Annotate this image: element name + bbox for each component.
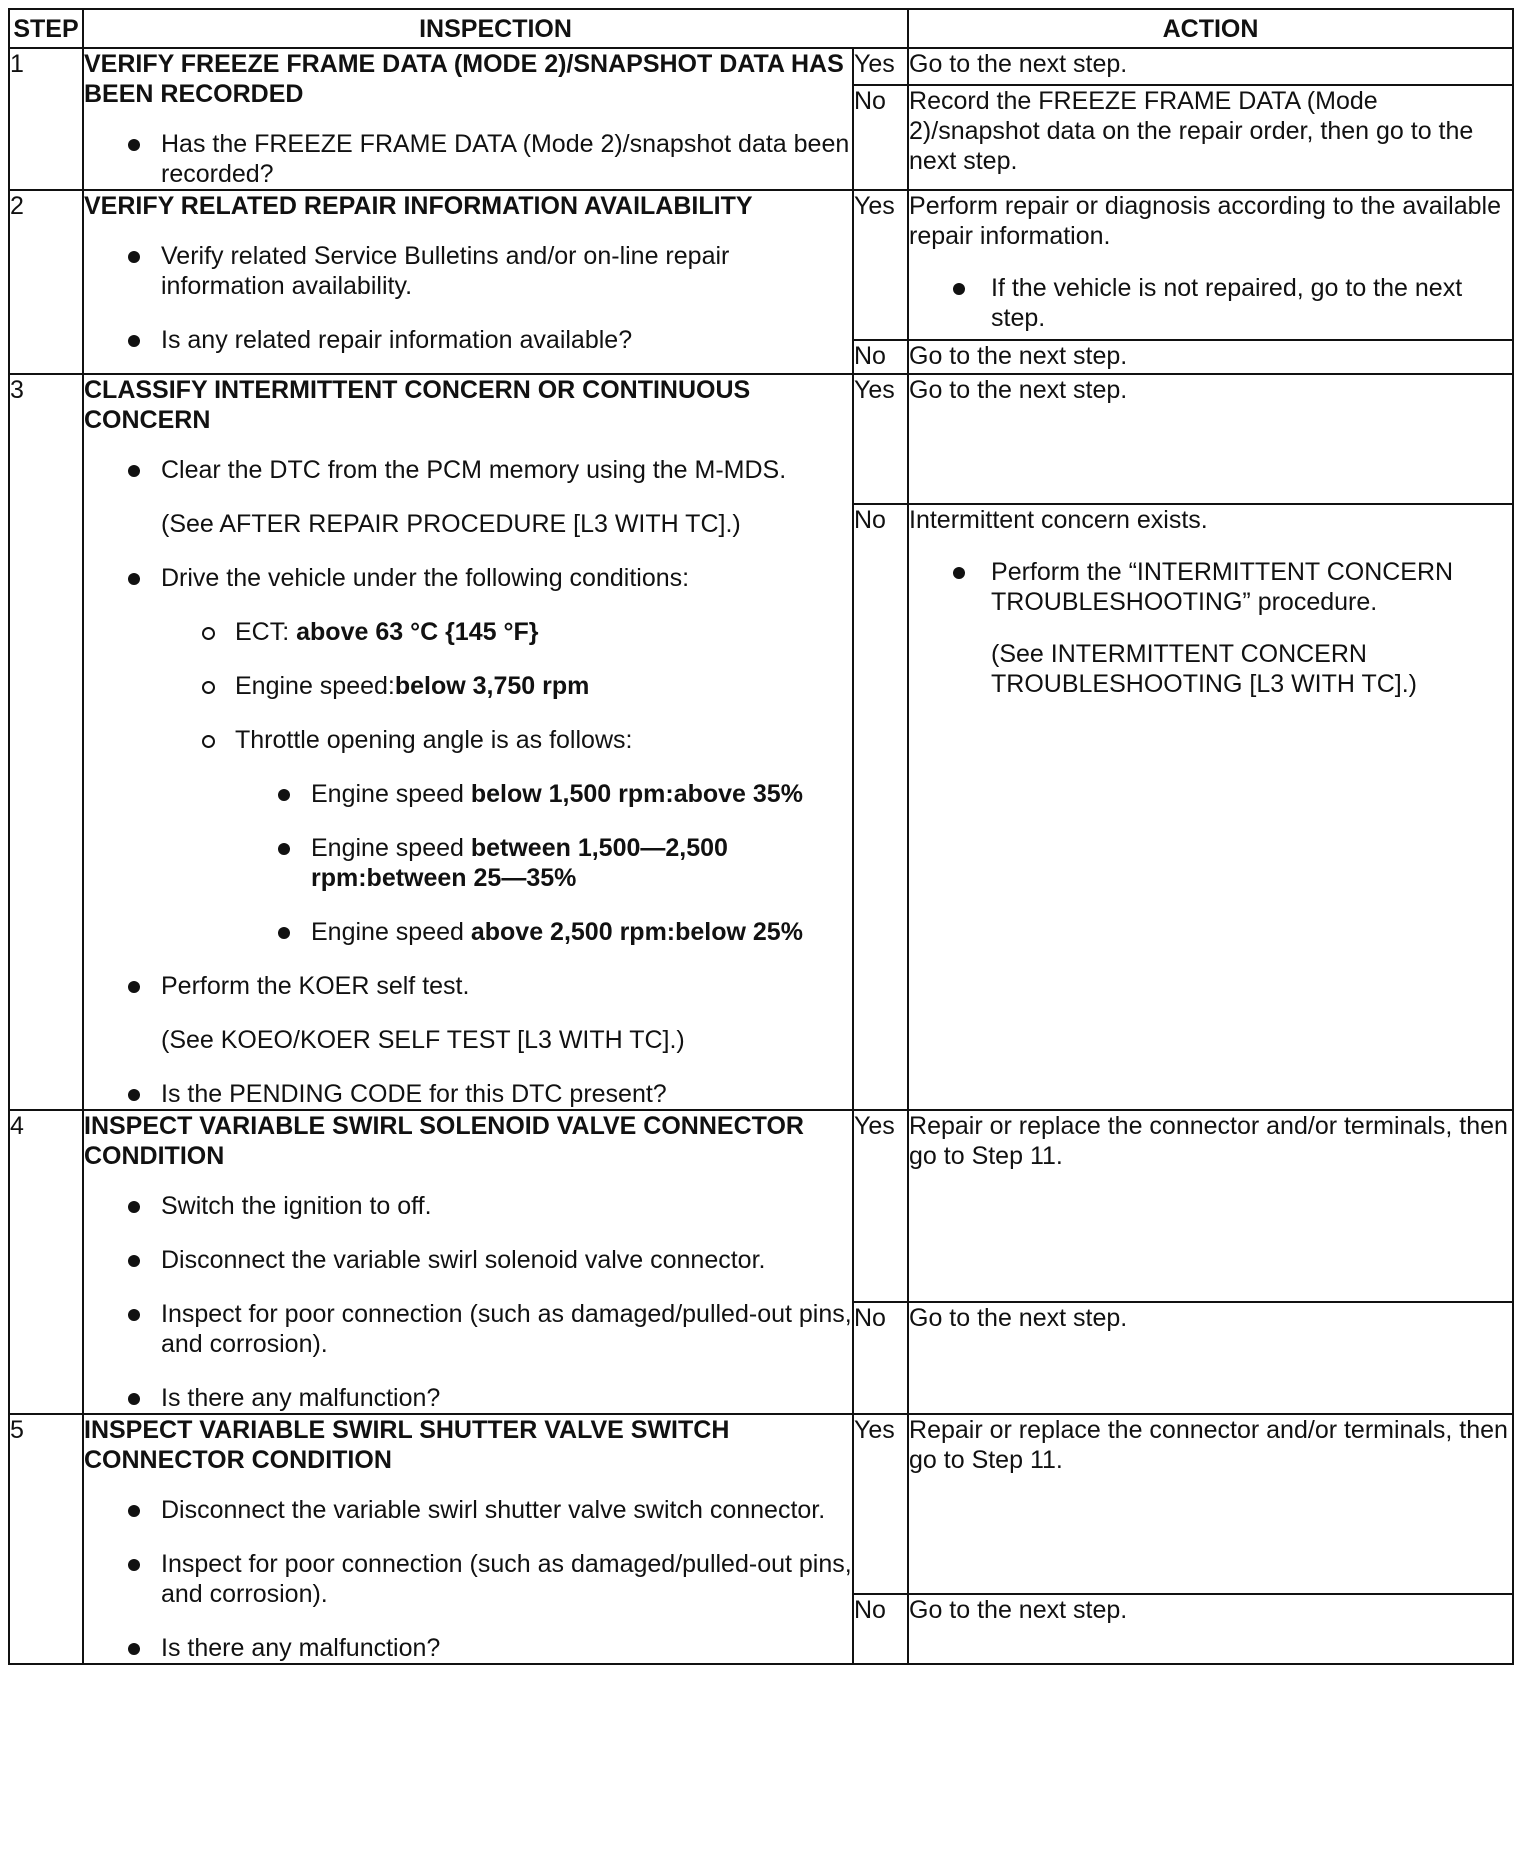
circle-bullet-icon [202, 735, 215, 748]
item-text: Switch the ignition to off. [161, 1192, 432, 1220]
bullet-icon [128, 251, 140, 263]
no-action: Go to the next step. [908, 340, 1513, 374]
list-item [84, 1191, 852, 1221]
step-number: 3 [9, 374, 83, 1110]
list-item [84, 455, 852, 485]
reference-note: (See AFTER REPAIR PROCEDURE [L3 WITH TC].) [161, 510, 741, 538]
sub-list-item [84, 617, 852, 647]
step-number: 2 [9, 190, 83, 374]
inspection-cell [83, 190, 853, 374]
item-value: above 2,500 rpm:below 25% [470, 918, 803, 946]
no-label: No [853, 504, 908, 1110]
list-item [84, 1299, 852, 1359]
inspection-cell [83, 1110, 853, 1414]
step-number: 4 [9, 1110, 83, 1414]
list-item [84, 1245, 852, 1275]
list-item [84, 971, 852, 1001]
action-bullet [909, 273, 1512, 333]
bullet-icon [128, 1643, 140, 1655]
no-label: No [853, 340, 908, 374]
step-title: INSPECT VARIABLE SWIRL SHUTTER VALVE SWITCH CONNECTOR CONDITION [84, 1416, 730, 1474]
item-text: Disconnect the variable swirl solenoid valve connector. [161, 1246, 766, 1274]
step-title: VERIFY RELATED REPAIR INFORMATION AVAILABILITY [84, 192, 753, 220]
bullet-icon [953, 283, 965, 295]
step-number: 1 [9, 48, 83, 190]
item-value: above 63 °C {145 °F} [296, 618, 539, 646]
bullet-icon [128, 981, 140, 993]
step-row [9, 1110, 1513, 1302]
list-item [84, 241, 852, 301]
action-text: Intermittent concern exists. [909, 506, 1208, 534]
inspection-list [84, 1191, 852, 1413]
sub-sub-list-item [84, 779, 852, 809]
no-label: No [853, 1302, 908, 1414]
no-label: No [853, 1594, 908, 1664]
step-number: 5 [9, 1414, 83, 1664]
yes-action [908, 190, 1513, 340]
item-text: Is there any malfunction? [161, 1384, 441, 1412]
header-row [9, 9, 1513, 48]
sub-sub-list-item [84, 833, 852, 893]
action-bullet [909, 557, 1512, 617]
action-text: Perform repair or diagnosis according to the available repair information. [909, 192, 1501, 250]
bullet-icon [953, 567, 965, 579]
yes-label: Yes [853, 1414, 908, 1594]
step-title: INSPECT VARIABLE SWIRL SOLENOID VALVE CONNECTOR CONDITION [84, 1112, 804, 1170]
no-action: Go to the next step. [908, 1302, 1513, 1414]
bullet-icon [128, 1393, 140, 1405]
item-value: below 3,750 rpm [394, 672, 590, 700]
item-label: Engine speed [311, 834, 471, 862]
bullet-icon [128, 1559, 140, 1571]
yes-label: Yes [853, 374, 908, 504]
item-text: Disconnect the variable swirl shutter valve switch connector. [161, 1496, 826, 1524]
diagnostic-procedure-table [8, 8, 1514, 1665]
bullet-icon [278, 927, 290, 939]
header-inspection: INSPECTION [83, 9, 908, 48]
bullet-icon [128, 1201, 140, 1213]
item-text: Inspect for poor connection (such as damaged/pulled-out pins, and corrosion). [161, 1550, 852, 1608]
action-reference-note: (See INTERMITTENT CONCERN TROUBLESHOOTING [L3 WITH TC].) [991, 640, 1417, 698]
yes-label: Yes [853, 48, 908, 85]
item-text: Perform the KOER self test. [161, 972, 470, 1000]
item-text: Inspect for poor connection (such as damaged/pulled-out pins, and corrosion). [161, 1300, 852, 1358]
bullet-icon [128, 573, 140, 585]
bullet-icon [128, 139, 140, 151]
item-text: Throttle opening angle is as follows: [235, 726, 633, 754]
item-text: Verify related Service Bulletins and/or on-line repair information availability. [161, 242, 730, 300]
inspection-cell [83, 1414, 853, 1664]
no-action [908, 504, 1513, 1110]
item-label: ECT: [235, 618, 297, 646]
inspection-cell [83, 374, 853, 1110]
bullet-icon [128, 1309, 140, 1321]
yes-action: Go to the next step. [908, 48, 1513, 85]
no-label: No [853, 85, 908, 190]
list-item [84, 563, 852, 593]
header-step: STEP [9, 9, 83, 48]
inspection-cell [83, 48, 853, 190]
list-item [84, 129, 852, 189]
item-text: Clear the DTC from the PCM memory using the M-MDS. [161, 456, 787, 484]
step-title: CLASSIFY INTERMITTENT CONCERN OR CONTINUOUS CONCERN [84, 376, 751, 434]
bullet-icon [128, 1505, 140, 1517]
item-text: Drive the vehicle under the following conditions: [161, 564, 690, 592]
step-row [9, 1414, 1513, 1594]
list-item [84, 1633, 852, 1663]
list-item [84, 1079, 852, 1109]
circle-bullet-icon [202, 681, 215, 694]
reference-note: (See KOEO/KOER SELF TEST [L3 WITH TC].) [161, 1026, 685, 1054]
inspection-list [84, 455, 852, 1109]
yes-label: Yes [853, 1110, 908, 1302]
item-label: Engine speed [311, 918, 471, 946]
list-item [84, 1383, 852, 1413]
step-row [9, 48, 1513, 85]
item-value: below 1,500 rpm:above 35% [470, 780, 803, 808]
bullet-icon [128, 1089, 140, 1101]
yes-action: Go to the next step. [908, 374, 1513, 504]
inspection-list [84, 241, 852, 355]
yes-label: Yes [853, 190, 908, 340]
bullet-icon [128, 465, 140, 477]
list-item [84, 1549, 852, 1609]
action-bullet-text: Perform the “INTERMITTENT CONCERN TROUBLESHOOTING” procedure. [991, 558, 1454, 616]
item-text: Is any related repair information available? [161, 326, 633, 354]
bullet-icon [128, 335, 140, 347]
item-label: Engine speed [311, 780, 471, 808]
sub-sub-list-item [84, 917, 852, 947]
item-text: Is the PENDING CODE for this DTC present? [161, 1080, 667, 1108]
list-item [84, 325, 852, 355]
bullet-icon [278, 843, 290, 855]
item-text: Has the FREEZE FRAME DATA (Mode 2)/snapshot data been recorded? [161, 130, 850, 188]
bullet-icon [278, 789, 290, 801]
step-row [9, 190, 1513, 340]
header-action: ACTION [908, 9, 1513, 48]
action-bullet-text: If the vehicle is not repaired, go to the next step. [991, 274, 1463, 332]
bullet-icon [128, 1255, 140, 1267]
no-action: Record the FREEZE FRAME DATA (Mode 2)/snapshot data on the repair order, then go to the next step. [908, 85, 1513, 190]
item-text: Is there any malfunction? [161, 1634, 441, 1662]
inspection-list [84, 129, 852, 189]
list-item [84, 1495, 852, 1525]
item-value: between 1,500—2,500 rpm:between 25—35% [311, 834, 728, 892]
sub-list-item [84, 725, 852, 755]
item-label: Engine speed: [235, 672, 395, 700]
step-row [9, 374, 1513, 504]
yes-action: Repair or replace the connector and/or terminals, then go to Step 11. [908, 1414, 1513, 1594]
circle-bullet-icon [202, 627, 215, 640]
no-action: Go to the next step. [908, 1594, 1513, 1664]
inspection-list [84, 1495, 852, 1663]
yes-action: Repair or replace the connector and/or terminals, then go to Step 11. [908, 1110, 1513, 1302]
sub-list-item [84, 671, 852, 701]
step-title: VERIFY FREEZE FRAME DATA (MODE 2)/SNAPSHOT DATA HAS BEEN RECORDED [84, 50, 844, 108]
